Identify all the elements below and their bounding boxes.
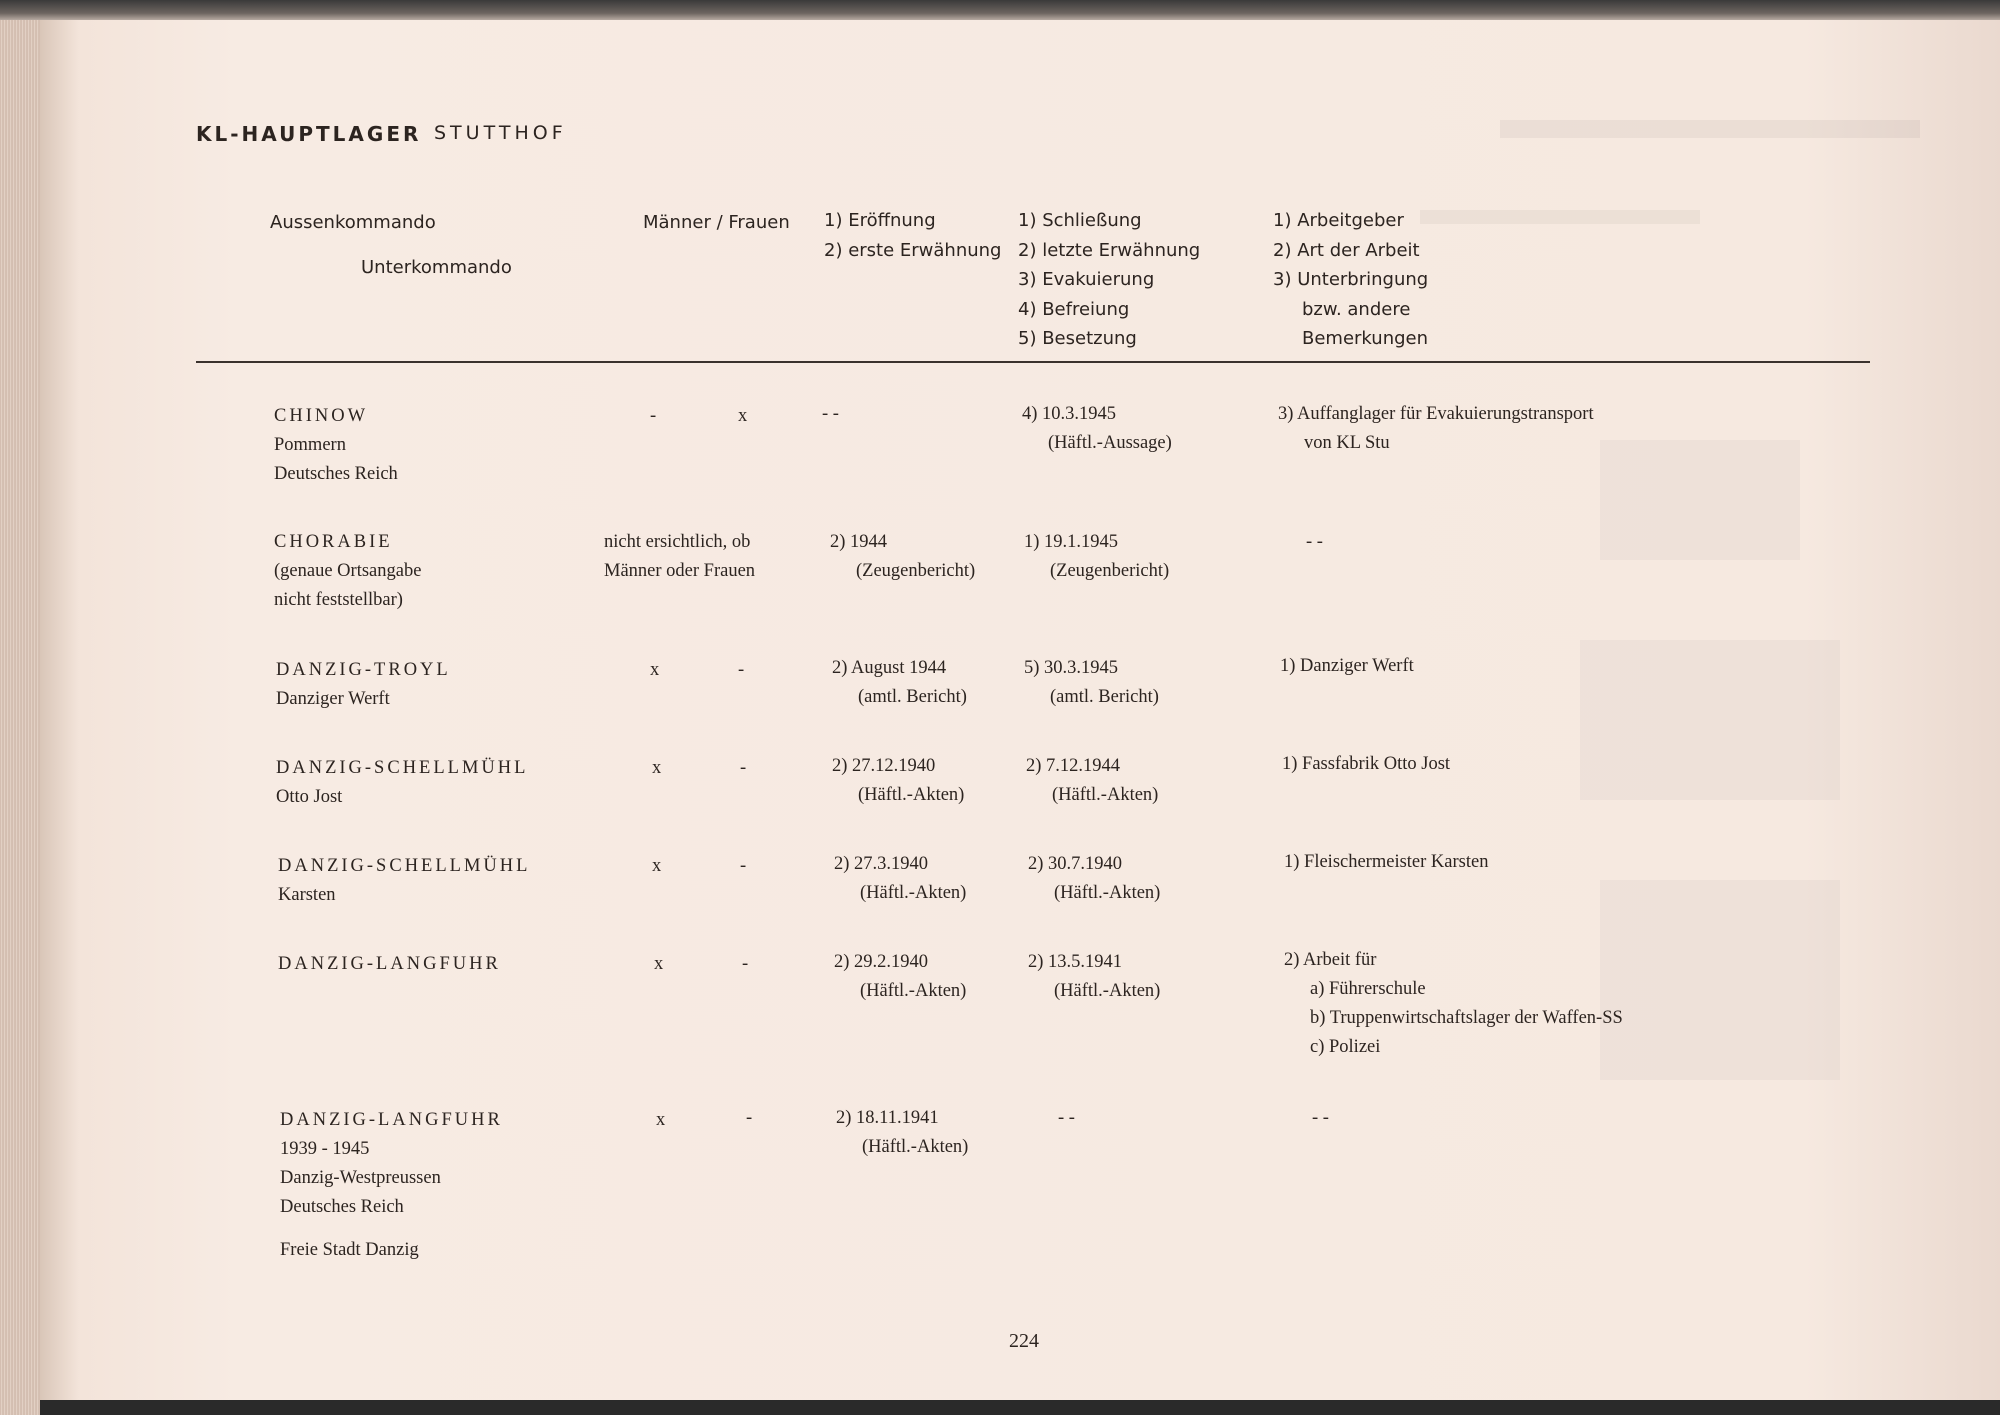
col-header-line: 2) letzte Erwähnung <box>1018 239 1201 261</box>
col-header-line: 1) Eröffnung <box>824 210 936 231</box>
bleed-through-shadow <box>1580 640 1840 800</box>
bemerkungen-cell <box>1306 528 1323 557</box>
eroeffnung-line: 2) 18.11.1941 <box>836 1108 939 1128</box>
eroeffnung-cell <box>832 752 964 810</box>
eroeffnung-line: 2) 1944 <box>830 532 888 552</box>
kommando-name: DANZIG-LANGFUHR <box>278 954 501 974</box>
country: Deutsches Reich <box>274 464 398 484</box>
frauen-mark: x <box>738 406 748 426</box>
bleed-through-shadow <box>1600 440 1800 560</box>
col-header-unterkommando: Unterkommando <box>361 257 512 278</box>
eroeffnung-cell <box>822 400 839 429</box>
bemerkungen-cell <box>1284 946 1623 1062</box>
schliessung-line: (Häftl.-Akten) <box>1054 981 1161 1001</box>
country: Deutsches Reich <box>280 1197 404 1217</box>
schliessung-line: 1) 19.1.1945 <box>1024 532 1119 552</box>
region: Danzig-Westpreussen <box>280 1168 441 1188</box>
bemerkungen-line: 2) Arbeit für <box>1284 950 1377 970</box>
col-header-maenner-frauen: Männer / Frauen <box>643 212 790 233</box>
kommando-name: DANZIG-LANGFUHR <box>280 1110 503 1130</box>
unterkommando-name: Karsten <box>278 885 336 905</box>
bleed-through-shadow <box>1600 880 1840 1080</box>
frauen-mark: - <box>740 856 747 876</box>
bemerkungen-line: 1) Danziger Werft <box>1280 656 1414 676</box>
eroeffnung-cell <box>832 654 967 712</box>
mf-note-line: nicht ersichtlich, ob <box>604 532 751 552</box>
eroeffnung-cell <box>834 948 966 1006</box>
schliessung-cell <box>1028 850 1160 908</box>
bemerkungen-line: b) Truppenwirtschaftslager der Waffen-SS <box>1310 1008 1623 1028</box>
bemerkungen-cell <box>1280 652 1414 681</box>
bleed-through-shadow <box>1500 120 1920 138</box>
eroeffnung-line: (Häftl.-Akten) <box>862 1137 969 1157</box>
eroeffnung-line: (Zeugenbericht) <box>856 561 976 581</box>
schliessung-cell <box>1026 752 1158 810</box>
kommando-name: CHINOW <box>274 406 369 426</box>
schliessung-cell <box>1028 948 1160 1006</box>
bemerkungen-line: 1) Fleischermeister Karsten <box>1284 852 1489 872</box>
schliessung-cell <box>1058 1104 1075 1133</box>
page-header-title: KL-HAUPTLAGER <box>196 122 422 146</box>
row-danzig-schellmuehl-jost-name <box>276 754 528 812</box>
name-note: nicht feststellbar) <box>274 590 403 610</box>
eroeffnung-line: 2) August 1944 <box>832 658 947 678</box>
schliessung-line: (Zeugenbericht) <box>1050 561 1170 581</box>
period: 1939 - 1945 <box>280 1139 370 1159</box>
schliessung-cell <box>1022 400 1172 458</box>
eroeffnung-line: (Häftl.-Akten) <box>860 883 967 903</box>
schliessung-line: (Häftl.-Akten) <box>1054 883 1161 903</box>
bemerkungen-cell <box>1284 848 1488 877</box>
schliessung-line: 4) 10.3.1945 <box>1022 404 1117 424</box>
frauen-mark: - <box>738 660 745 680</box>
eroeffnung-line: 2) 27.3.1940 <box>834 854 929 874</box>
mf-note-line: Männer oder Frauen <box>604 561 756 581</box>
frauen-mark: - <box>746 1108 753 1128</box>
col-header-line: 5) Besetzung <box>1018 328 1137 349</box>
eroeffnung-line: - - <box>822 404 839 424</box>
col-header-line: 2) Art der Arbeit <box>1273 239 1420 261</box>
col-header-line: Bemerkungen <box>1302 328 1429 349</box>
schliessung-line: 2) 13.5.1941 <box>1028 952 1123 972</box>
eroeffnung-line: (Häftl.-Akten) <box>858 785 965 805</box>
row-chorabie-name <box>274 528 421 615</box>
book-page-edges <box>0 20 40 1415</box>
page-header-subtitle: STUTTHOF <box>434 122 567 144</box>
header-rule <box>196 361 1870 363</box>
maenner-mark: x <box>652 856 662 876</box>
row-danzig-langfuhr-name <box>278 950 501 979</box>
col-header-line: 4) Befreiung <box>1018 298 1130 320</box>
bemerkungen-cell <box>1278 400 1594 458</box>
schliessung-line: (Häftl.-Aussage) <box>1048 433 1172 453</box>
schliessung-line: - - <box>1058 1108 1075 1128</box>
kommando-name: DANZIG-TROYL <box>276 660 451 680</box>
col-header-line: 1) Arbeitgeber <box>1273 210 1404 231</box>
row-danzig-langfuhr-2-name <box>280 1106 503 1265</box>
col-header-line: 2) erste Erwähnung <box>824 239 1002 261</box>
schliessung-line: (Häftl.-Akten) <box>1052 785 1159 805</box>
book-top-edge <box>0 0 2000 22</box>
page-number: 224 <box>1009 1330 1039 1352</box>
bemerkungen-line: c) Polizei <box>1310 1037 1381 1057</box>
unterkommando-name: Otto Jost <box>276 787 343 807</box>
col-header-line: 3) Evakuierung <box>1018 269 1155 290</box>
maenner-mark: x <box>656 1110 666 1130</box>
frauen-mark: - <box>742 954 749 974</box>
eroeffnung-line: 2) 29.2.1940 <box>834 952 929 972</box>
schliessung-line: 2) 7.12.1944 <box>1026 756 1121 776</box>
col-header-kommando: Aussenkommando <box>270 212 436 233</box>
eroeffnung-line: (amtl. Bericht) <box>858 687 967 707</box>
kommando-name: CHORABIE <box>274 532 393 552</box>
frauen-mark: - <box>740 758 747 778</box>
maenner-mark: x <box>652 758 662 778</box>
col-header-line: 3) Unterbringung <box>1273 269 1429 290</box>
row-danzig-troyl-name <box>276 656 451 714</box>
col-header-line: bzw. andere <box>1302 298 1411 320</box>
maenner-mark: - <box>650 406 657 426</box>
col-header-line: 1) Schließung <box>1018 210 1142 231</box>
row-chinow-name <box>274 402 398 489</box>
schliessung-cell <box>1024 654 1159 712</box>
schliessung-cell <box>1024 528 1169 586</box>
col-header-eroeffnung <box>824 206 1002 265</box>
name-note: (genaue Ortsangabe <box>274 561 422 581</box>
maenner-frauen-note <box>604 528 755 586</box>
schliessung-line: 2) 30.7.1940 <box>1028 854 1123 874</box>
unterkommando-name: Danziger Werft <box>276 689 390 709</box>
bemerkungen-line: - - <box>1312 1108 1329 1128</box>
schliessung-line: (amtl. Bericht) <box>1050 687 1159 707</box>
maenner-mark: x <box>650 660 660 680</box>
col-header-arbeitgeber <box>1273 206 1428 354</box>
schliessung-line: 5) 30.3.1945 <box>1024 658 1119 678</box>
maenner-mark: x <box>654 954 664 974</box>
bleed-through-shadow <box>1420 210 1700 224</box>
country-alt: Freie Stadt Danzig <box>280 1240 419 1260</box>
kommando-name: DANZIG-SCHELLMÜHL <box>276 758 529 778</box>
bemerkungen-line: - - <box>1306 532 1323 552</box>
bemerkungen-cell <box>1282 750 1450 779</box>
bemerkungen-cell <box>1312 1104 1329 1133</box>
region: Pommern <box>274 435 346 455</box>
bemerkungen-line: a) Führerschule <box>1310 979 1426 999</box>
bemerkungen-line: 1) Fassfabrik Otto Jost <box>1282 754 1451 774</box>
col-header-schliessung <box>1018 206 1200 354</box>
eroeffnung-line: (Häftl.-Akten) <box>860 981 967 1001</box>
kommando-name: DANZIG-SCHELLMÜHL <box>278 856 531 876</box>
bemerkungen-line: von KL Stu <box>1304 433 1390 453</box>
eroeffnung-cell <box>836 1104 968 1162</box>
bemerkungen-line: 3) Auffanglager für Evakuierungstransport <box>1278 404 1594 424</box>
eroeffnung-cell <box>834 850 966 908</box>
row-danzig-schellmuehl-karsten-name <box>278 852 530 910</box>
eroeffnung-line: 2) 27.12.1940 <box>832 756 936 776</box>
eroeffnung-cell <box>830 528 975 586</box>
